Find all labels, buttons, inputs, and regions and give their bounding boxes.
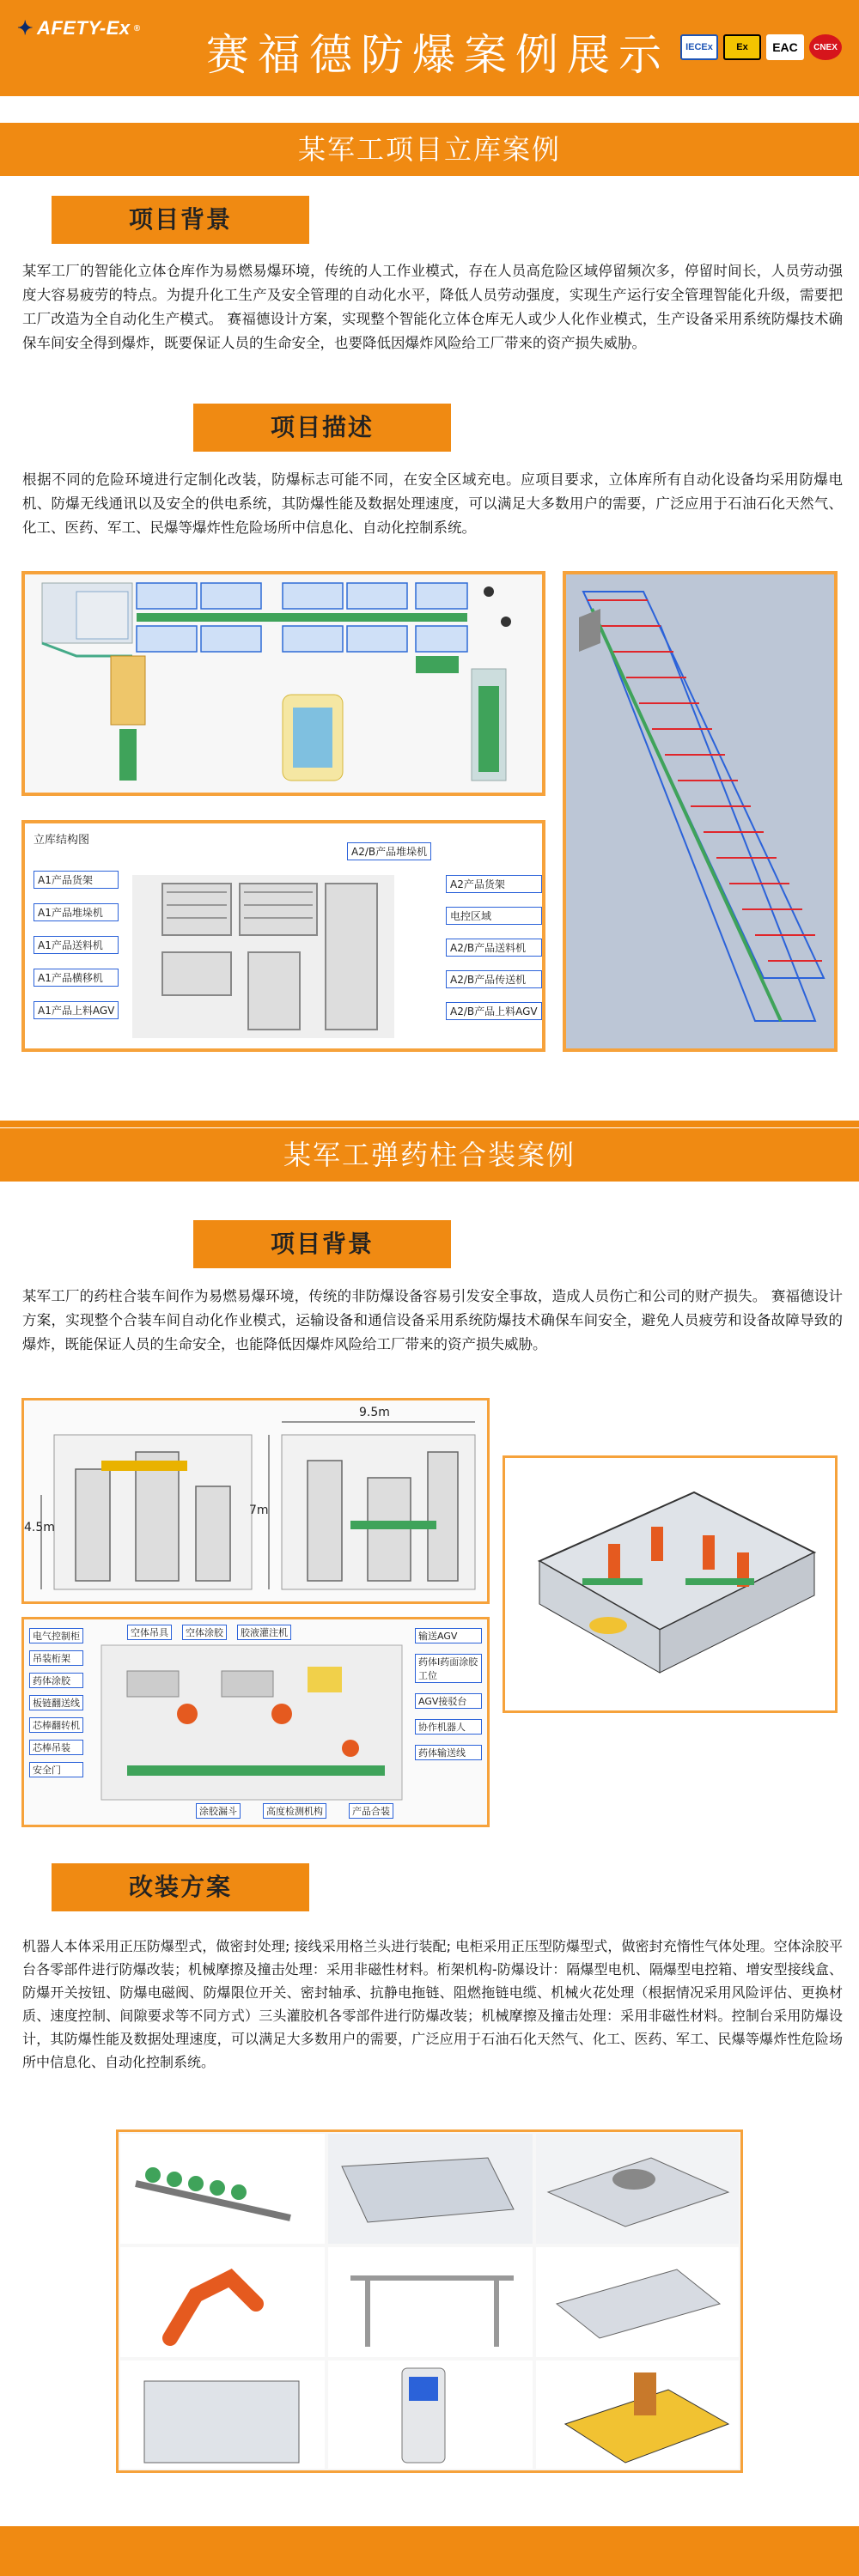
layout-label: 空体涂胶 — [182, 1625, 227, 1640]
section2-mod-heading: 改装方案 — [52, 1863, 309, 1911]
section2-top-line — [0, 1121, 859, 1127]
diagram-label: 电控区域 — [446, 907, 542, 925]
layout-left-labels — [29, 1628, 83, 1777]
dimension-left: 4.5m — [24, 1521, 55, 1534]
structure-left-labels — [34, 871, 119, 1019]
layout-label: 药体I药面涂胶工位 — [415, 1654, 482, 1683]
section1-title: 某军工项目立库案例 — [0, 123, 859, 176]
layout-label: 板链翻送线 — [29, 1695, 83, 1710]
dimension-width: 9.5m — [359, 1406, 390, 1419]
layout-right-labels — [415, 1628, 482, 1760]
diagram-label: A2/B产品上料AGV — [446, 1002, 542, 1020]
equipment-image-grid — [116, 2129, 743, 2473]
warehouse-plan-image — [21, 571, 545, 796]
structure-right-labels — [446, 875, 542, 1020]
layout-label: 安全门 — [29, 1762, 83, 1777]
layout-top-labels — [127, 1625, 291, 1640]
company-logo — [17, 17, 141, 39]
diagram-label: A2/B产品送料机 — [446, 939, 542, 957]
section2-mod-text: 机器人本体采用正压防爆型式，做密封处理; 接线采用格兰头进行装配; 电柜采用正压型防爆型式，做密封充惰性气体处理。空体涂胶平台各零部件进行防爆改装；机械摩擦及撞击处理：采用非磁性材料。桁架机构-防爆设计：隔爆型电机、隔爆型电控箱、增安型接线盒、防爆开关按钮、防爆电磁阀、防爆限位开关、密封轴承、抗静电拖链、阻燃拖链电缆、机械火花处理（根据情况采用风险评估、更换材质、速度控制、间隙要求等不同方式）三头灌胶机各零部件进行防爆改装；机械摩擦及撞击处理：采用非磁性材料。控制台采用防爆设计，其防爆性能及数据处理速度，可以满足大多数用户的需要，广泛应用于石油石化天然气、化工、医药、军工、民爆等爆炸性危险场所中信息化、自动化控制系统。 — [22, 1938, 843, 2070]
diagram-label: A2/B产品传送机 — [446, 970, 542, 988]
dimension-height: 7m — [249, 1504, 269, 1517]
page-title: 赛福德防爆案例展示 — [206, 30, 670, 80]
layout-label: AGV接驳台 — [415, 1693, 482, 1709]
logo-registered-mark: ® — [133, 23, 141, 33]
warehouse-structure-diagram — [21, 820, 545, 1052]
eac-badge: EAC — [766, 34, 804, 60]
assembly-dimension-drawings — [21, 1398, 490, 1604]
layout-label: 电气控制柜 — [29, 1628, 83, 1643]
structure-diagram-title: 立库结构图 — [34, 834, 90, 847]
layout-label: 涂胶漏斗 — [196, 1803, 241, 1819]
assembly-layout-diagram — [21, 1617, 490, 1827]
section1-background-text: 某军工厂的智能化立体仓库作为易燃易爆环境，传统的人工作业模式，存在人员高危险区域停留频次多，停留时间长，人员劳动强度大容易疲劳的特点。为提升化工生产及安全管理的自动化水平，降低人员劳动强度，实现生产运行安全管理智能化升级，需要把工厂改造为全自动化生产模式。 赛福德设计方案，实现整个智能化立体仓库无人或少人化作业模式，生产设备采用系统防爆技术确保车间安全得到爆炸，既要保证人员的生命安全，也要降低因爆炸风险给工厂带来的资产损失威胁。 — [22, 263, 843, 351]
section2-title: 某军工弹药柱合装案例 — [0, 1128, 859, 1182]
layout-label: 空体吊具 — [127, 1625, 172, 1640]
layout-label: 产品合装 — [349, 1803, 393, 1819]
layout-bottom-labels — [196, 1803, 393, 1819]
section1-description-text: 根据不同的危险环境进行定制化改装，防爆标志可能不同，在安全区域充电。应项目要求，立体库所有自动化设备均采用防爆电机、防爆无线通讯以及安全的供电系统，其防爆性能及数据处理速度，可以满足大多数用户的需要，广泛应用于石油石化天然气、化工、医药、军工、民爆等爆炸性危险场所中信息化、自动化控制系统。 — [22, 471, 843, 536]
layout-label: 协作机器人 — [415, 1719, 482, 1735]
diagram-label: A1产品横移机 — [34, 969, 119, 987]
logo-star-icon: ✦ — [17, 17, 34, 39]
layout-label: 高度检测机构 — [263, 1803, 326, 1819]
section2-background-text: 某军工厂的药柱合装车间作为易燃易爆环境，传统的非防爆设备容易引发安全事故，造成人员伤亡和公司的财产损失。 赛福德设计方案，实现整个合装车间自动化作业模式，运输设备和通信设备采用系统防爆技术确保车间安全，避免人员疲劳和设备故障导致的爆炸，既能保证人员的生命安全，也能降低因爆炸风险给工厂带来的资产损失威胁。 — [22, 1288, 843, 1352]
diagram-label: A1产品送料机 — [34, 936, 119, 954]
layout-label: 输送AGV — [415, 1628, 482, 1643]
diagram-label: A1产品货架 — [34, 871, 119, 889]
layout-label: 药体输送线 — [415, 1745, 482, 1760]
diagram-label: A2产品货架 — [446, 875, 542, 893]
layout-label: 胶液灌注机 — [237, 1625, 291, 1640]
cnex-badge: CNEX — [809, 34, 842, 60]
iecex-badge: IECEx — [680, 34, 718, 60]
diagram-label: A1产品上料AGV — [34, 1001, 119, 1019]
section1-description-heading: 项目描述 — [193, 404, 451, 452]
diagram-label: A2/B产品堆垛机 — [347, 842, 431, 860]
warehouse-3d-rack-image — [563, 571, 838, 1052]
ex-badge: Ex — [723, 34, 761, 60]
layout-label: 芯棒翻转机 — [29, 1717, 83, 1733]
workshop-3d-render — [503, 1455, 838, 1713]
diagram-label: A1产品堆垛机 — [34, 903, 119, 921]
logo-text: AFETY-Ex — [36, 17, 131, 39]
layout-label: 芯棒吊装 — [29, 1740, 83, 1755]
section2-background-heading: 项目背景 — [193, 1220, 451, 1268]
layout-label: 吊装桁架 — [29, 1650, 83, 1666]
section1-background-heading: 项目背景 — [52, 196, 309, 244]
footer-bar — [0, 2526, 859, 2576]
certification-badges — [680, 34, 842, 60]
layout-label: 药体涂胶 — [29, 1673, 83, 1688]
